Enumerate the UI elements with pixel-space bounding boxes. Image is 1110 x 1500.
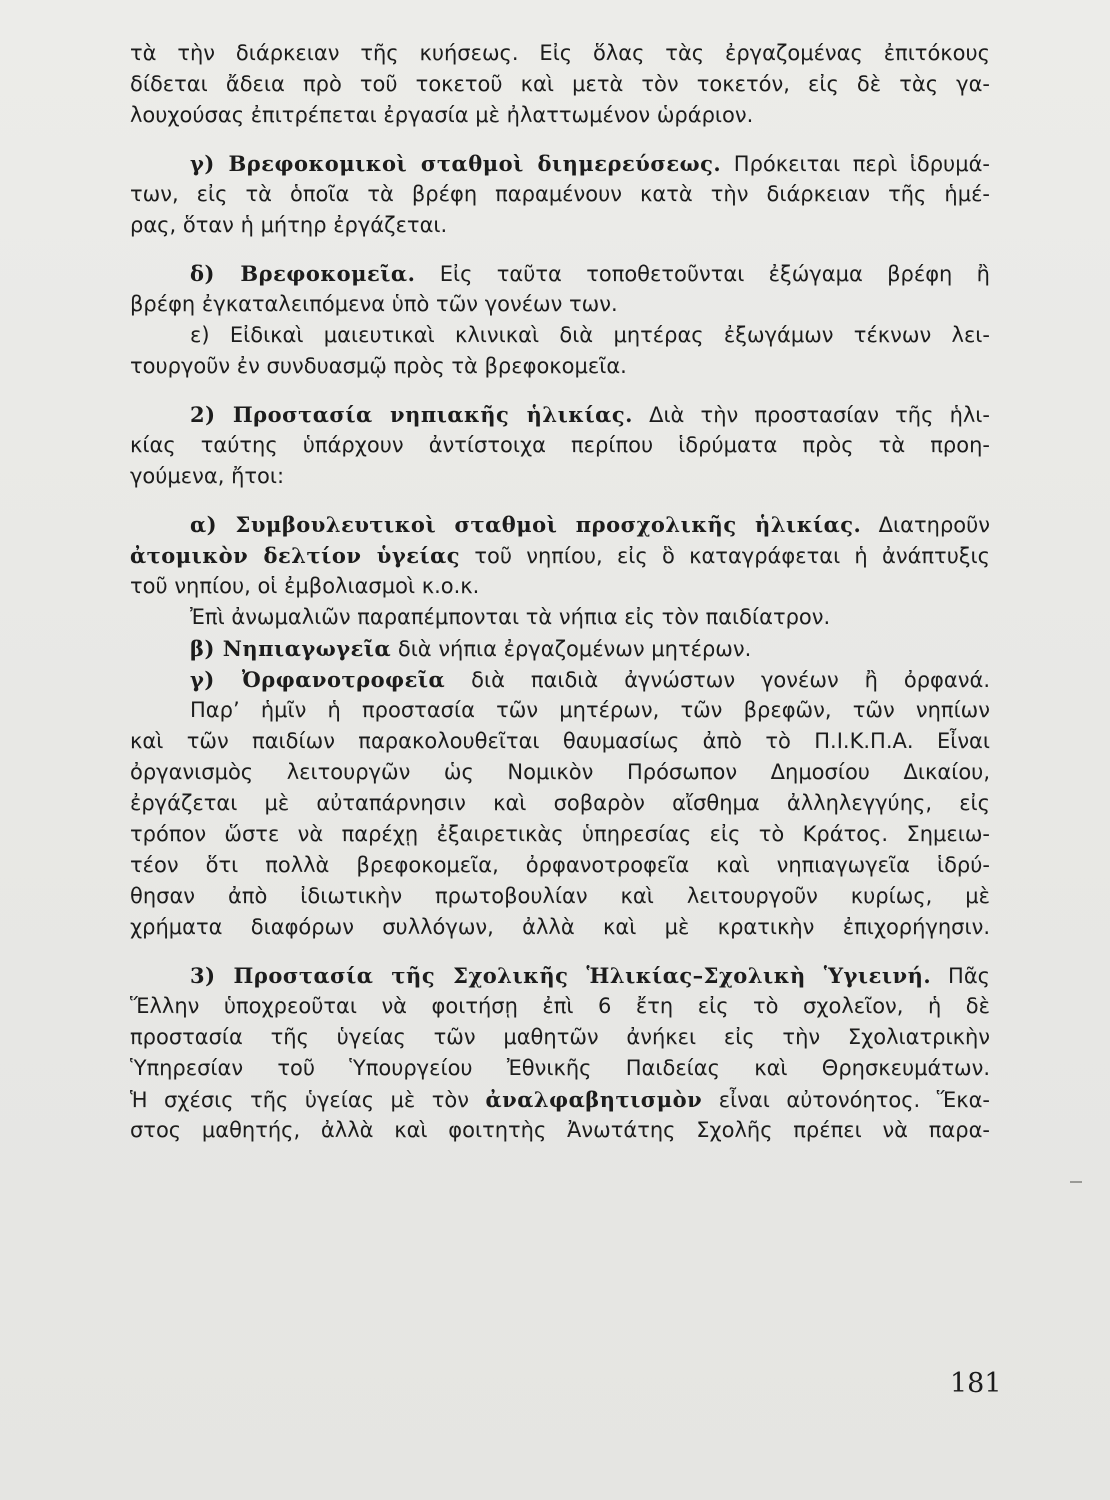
- paragraph: [130, 258, 990, 320]
- line-text: διὰ νήπια ἐργαζομένων μητέρων.: [391, 637, 752, 661]
- text-line: [130, 179, 990, 210]
- line-text: δίδεται ἄδεια πρὸ τοῦ τοκετοῦ καὶ μετὰ τὸν τοκετόν, εἰς δὲ τὰς γα-: [130, 72, 990, 96]
- paragraph: [130, 633, 990, 664]
- line-text: Διατηροῦν: [861, 513, 990, 537]
- line-text: χρήματα διαφόρων συλλόγων, ἀλλὰ καὶ μὲ κρατικὴν ἐπιχορήγησιν.: [130, 915, 990, 939]
- bold-heading: γ) Βρεφοκομικοὶ σταθμοὶ διημερεύσεως.: [190, 151, 722, 176]
- line-text: Πρόκειται περὶ ἱδρυμά-: [721, 152, 990, 176]
- margin-mark: [1070, 1181, 1082, 1183]
- line-text: στος μαθητής, ἀλλὰ καὶ φοιτητὴς Ἀνωτάτης Σχολῆς πρέπει νὰ παρα-: [130, 1118, 990, 1142]
- text-line: [130, 991, 990, 1022]
- line-text: Πᾶς: [931, 964, 990, 988]
- line-text: Ἕλλην ὑποχρεοῦται νὰ φοιτήσῃ ἐπὶ 6 ἔτη εἰς τὸ σχολεῖον, ἡ δὲ: [130, 994, 990, 1018]
- line-text: των, εἰς τὰ ὁποῖα τὰ βρέφη παραμένουν κατὰ τὴν διάρκειαν τῆς ἡμέ-: [130, 182, 990, 206]
- bold-term: ἀναλφαβητισμὸν: [485, 1087, 703, 1112]
- text-line: [130, 100, 990, 131]
- paragraph: [130, 399, 990, 492]
- text-line: [130, 38, 990, 69]
- body-text: [130, 38, 990, 1146]
- text-line: [130, 461, 990, 492]
- bold-heading: α) Συμβουλευτικοὶ σταθμοὶ προσχολικῆς ἡλικίας.: [190, 512, 862, 537]
- text-line: [130, 960, 990, 991]
- text-line: [130, 881, 990, 912]
- text-line: [130, 571, 990, 602]
- text-line: [130, 399, 990, 430]
- paragraph: [130, 695, 990, 943]
- text-line: [130, 210, 990, 241]
- line-text: Εἰς ταῦτα τοποθετοῦνται ἐξώγαμα βρέφη ἢ: [415, 262, 990, 286]
- text-line: [130, 1084, 990, 1115]
- line-text: γούμενα, ἤτοι:: [130, 464, 285, 488]
- text-line: [130, 320, 990, 351]
- line-text: Παρ’ ἡμῖν ἡ προστασία τῶν μητέρων, τῶν βρεφῶν, τῶν νηπίων: [190, 698, 990, 722]
- text-line: [130, 540, 990, 571]
- page-number: 181: [950, 1368, 1002, 1399]
- line-text: προστασία τῆς ὑγείας τῶν μαθητῶν ἀνήκει εἰς τὴν Σχολιατρικὴν: [130, 1025, 990, 1049]
- line-text: τρόπον ὥστε νὰ παρέχῃ ἐξαιρετικὰς ὑπηρεσίας εἰς τὸ Κράτος. Σημειω-: [130, 822, 990, 846]
- line-text: Ἡ σχέσις τῆς ὑγείας μὲ τὸν: [130, 1088, 486, 1112]
- text-line: [130, 1053, 990, 1084]
- line-text: τέον ὅτι πολλὰ βρεφοκομεῖα, ὀρφανοτροφεῖα καὶ νηπιαγωγεῖα ἱδρύ-: [130, 853, 990, 877]
- text-line: [130, 912, 990, 943]
- line-text: ἐργάζεται μὲ αὐταπάρνησιν καὶ σοβαρὸν αἴσθημα ἀλληλεγγύης, εἰς: [130, 791, 990, 815]
- line-text: Ὑπηρεσίαν τοῦ Ὑπουργείου Ἐθνικῆς Παιδείας καὶ Θρησκευμάτων.: [130, 1056, 990, 1080]
- text-line: [130, 430, 990, 461]
- text-line: [130, 602, 990, 633]
- line-text: βρέφη ἐγκαταλειπόμενα ὑπὸ τῶν γονέων των.: [130, 292, 618, 316]
- text-line: [130, 757, 990, 788]
- paragraph: [130, 960, 990, 1146]
- bold-heading: δ) Βρεφοκομεῖα.: [190, 261, 416, 286]
- line-text: Ἐπὶ ἀνωμαλιῶν παραπέμπονται τὰ νήπια εἰς τὸν παιδίατρον.: [190, 605, 831, 629]
- line-text: Διὰ τὴν προστασίαν τῆς ἡλι-: [632, 403, 990, 427]
- text-line: [130, 788, 990, 819]
- line-text: τοῦ νηπίου, εἰς ὃ καταγράφεται ἡ ἀνάπτυξις: [460, 544, 990, 568]
- text-line: [130, 148, 990, 179]
- line-text: ε) Εἰδικαὶ μαιευτικαὶ κλινικαὶ διὰ μητέρας ἐξωγάμων τέκνων λει-: [190, 323, 990, 347]
- text-line: [130, 695, 990, 726]
- line-text: ρας, ὅταν ἡ μήτηρ ἐργάζεται.: [130, 213, 448, 237]
- text-line: [130, 1115, 990, 1146]
- text-line: [130, 258, 990, 289]
- paragraph: [130, 320, 990, 382]
- line-text: τοῦ νηπίου, οἱ ἐμβολιασμοὶ κ.ο.κ.: [130, 574, 480, 598]
- line-text: τουργοῦν ἐν συνδυασμῷ πρὸς τὰ βρεφοκομεῖα.: [130, 354, 627, 378]
- line-text: θησαν ἀπὸ ἰδιωτικὴν πρωτοβουλίαν καὶ λειτουργοῦν κυρίως, μὲ: [130, 884, 990, 908]
- bold-heading: 3) Προστασία τῆς Σχολικῆς Ἡλικίας–Σχολικὴ Ὑγιεινή.: [190, 963, 932, 988]
- text-line: [130, 509, 990, 540]
- text-line: [130, 1022, 990, 1053]
- line-text: εἶναι αὐτονόητος. Ἕκα-: [702, 1088, 990, 1112]
- text-line: [130, 850, 990, 881]
- bold-heading: ἀτομικὸν δελτίον ὑγείας: [130, 543, 461, 568]
- bold-heading: γ) Ὀρφανοτροφεῖα: [190, 667, 446, 692]
- text-line: [130, 726, 990, 757]
- bold-heading: 2) Προστασία νηπιακῆς ἡλικίας.: [190, 402, 633, 427]
- paragraph: [130, 148, 990, 241]
- line-text: ὀργανισμὸς λειτουργῶν ὡς Νομικὸν Πρόσωπον Δημοσίου Δικαίου,: [130, 760, 990, 784]
- line-text: κίας ταύτης ὑπάρχουν ἀντίστοιχα περίπου ἱδρύματα πρὸς τὰ προη-: [130, 433, 990, 457]
- text-line: [130, 69, 990, 100]
- paragraph: [130, 509, 990, 633]
- text-line: [130, 351, 990, 382]
- text-line: [130, 664, 990, 695]
- text-line: [130, 819, 990, 850]
- line-text: καὶ τῶν παιδίων παρακολουθεῖται θαυμασίως ἀπὸ τὸ Π.Ι.Κ.Π.Α. Εἶναι: [130, 729, 990, 753]
- text-line: [130, 633, 990, 664]
- line-text: λουχούσας ἐπιτρέπεται ἐργασία μὲ ἠλαττωμένον ὡράριον.: [130, 103, 754, 127]
- paragraph: [130, 664, 990, 695]
- line-text: διὰ παιδιὰ ἀγνώστων γονέων ἢ ὀρφανά.: [445, 668, 990, 692]
- text-line: [130, 289, 990, 320]
- bold-heading: β) Νηπιαγωγεῖα: [190, 636, 392, 661]
- paragraph: [130, 38, 990, 131]
- line-text: τὰ τὴν διάρκειαν τῆς κυήσεως. Εἰς ὅλας τὰς ἐργαζομένας ἐπιτόκους: [130, 41, 990, 65]
